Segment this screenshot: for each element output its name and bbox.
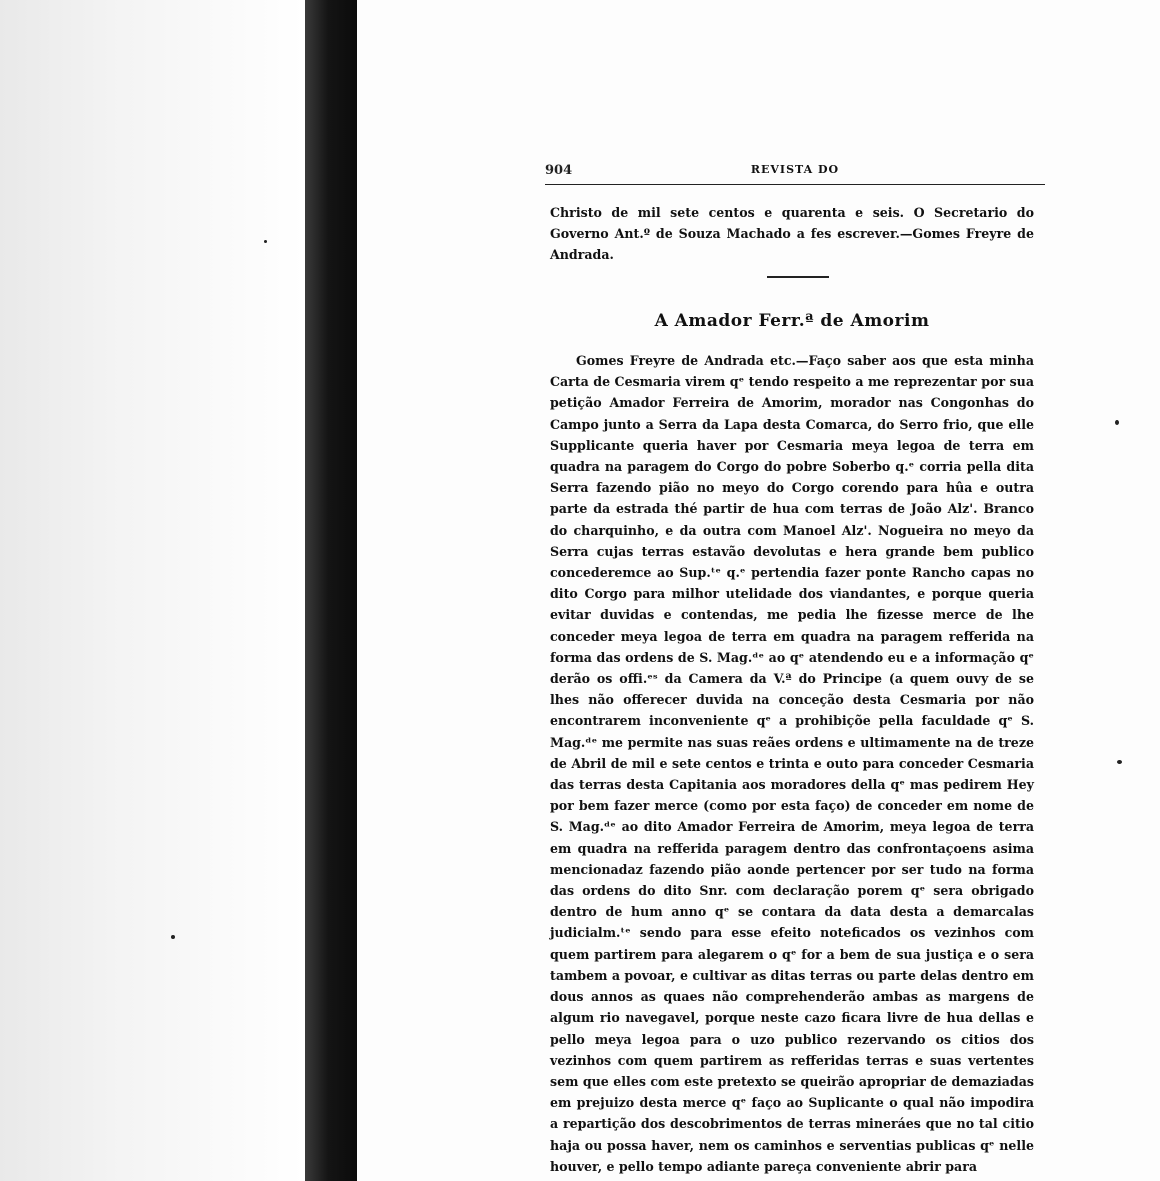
top-paragraph-block bbox=[550, 202, 1034, 266]
body-text-block bbox=[550, 350, 1034, 1177]
running-head bbox=[545, 160, 1045, 185]
section-heading: A Amador Ferr.ª de Amorim bbox=[654, 311, 930, 331]
section-divider bbox=[767, 276, 829, 278]
top-paragraph: Christo de mil sete centos e quarenta e seis. O Secretario do Governo Ant.º de Souza Machado a fes escrever.—Gomes Freyre de Andrada. bbox=[550, 205, 1034, 263]
scan-speck bbox=[171, 935, 175, 939]
left-page-margin bbox=[0, 0, 305, 1181]
scan-speck bbox=[1117, 760, 1122, 764]
body-paragraph: Gomes Freyre de Andrada etc.—Faço saber aos que esta minha Carta de Cesmaria virem qᵉ tendo respeito a me reprezentar por sua petição Amador Ferreira de Amorim, morador nas Congonhas do Campo junto a Serra da Lapa desta Comarca, do Serro frio, que elle Supplicante queria haver por Cesmaria meya legoa de terra em quadra na paragem do Corgo do pobre Soberbo q.ᵉ corria pella dita Serra fazendo pião no meyo do Corgo corendo para hûa e outra parte da estrada thé partir de hua com terras de João Alz'. Branco do charquinho, e da outra com Manoel Alz'. Nogueira no meyo da Serra cujas terras estavão devolutas e hera grande bem publico concederemce ao Sup.ᵗᵉ q.ᵉ pertendia fazer ponte Rancho capas no dito Corgo para milhor utelidade dos viandantes, e porque queria evitar duvidas e contendas, me pedia lhe fizesse merce de lhe conceder meya legoa de terra em quadra na paragem refferida na forma das ordens de S. Mag.ᵈᵉ ao qᵉ atendendo eu e a informação qᵉ derão os offi.ᵉˢ da Camera da V.ª do Principe (a quem ouvy de se lhes não offerecer duvida na conceção desta Cesmaria por não encontrarem inconveniente qᵉ a prohibiçõe pella faculdade qᵉ S. Mag.ᵈᵉ me permite nas suas reães ordens e ultimamente na de treze de Abril de mil e sete centos e trinta e outo para conceder Cesmaria das terras desta Capitania aos moradores della qᵉ mas pedirem Hey por bem fazer merce (como por esta faço) de conceder em nome de S. Mag.ᵈᵉ ao dito Amador Ferreira de Amorim, meya legoa de terra em quadra na refferida paragem dentro das confrontaçoens asima mencionadaz fazendo pião aonde pertencer por ser tudo na forma das ordens do dito Snr. com declaração porem qᵉ sera obrigado dentro de hum anno qᵉ se contara da data desta a demarcalas judicialm.ᵗᵉ sendo para esse efeito noteficados os vezinhos com quem partirem para alegarem o qᵉ for a bem de sua justiça e o sera tambem a povoar, e cultivar as ditas terras ou parte delas dentro em dous annos as quaes não comprehenderão ambas as margens de algum rio navegavel, porque neste cazo ficara livre de hua dellas e pello meya legoa para o uzo publico rezervando os citios dos vezinhos com quem partirem as refferidas terras e suas vertentes sem que elles com este pretexto se queirão apropriar de demaziadas em prejuizo desta merce qᵉ faço ao Suplicante o qual não impodira a repartição dos descobrimentos de terras mineráes que no tal citio haja ou possa haver, nem os caminhos e serventias publicas qᵉ nelle houver, e pello tempo adiante pareça conveniente abrir para bbox=[550, 353, 1035, 1174]
journal-title: REVISTA DO bbox=[750, 163, 840, 176]
page-number: 904 bbox=[545, 163, 573, 178]
scan-speck bbox=[264, 240, 267, 243]
scan-speck bbox=[1115, 420, 1119, 425]
book-spine-shadow bbox=[305, 0, 357, 1181]
